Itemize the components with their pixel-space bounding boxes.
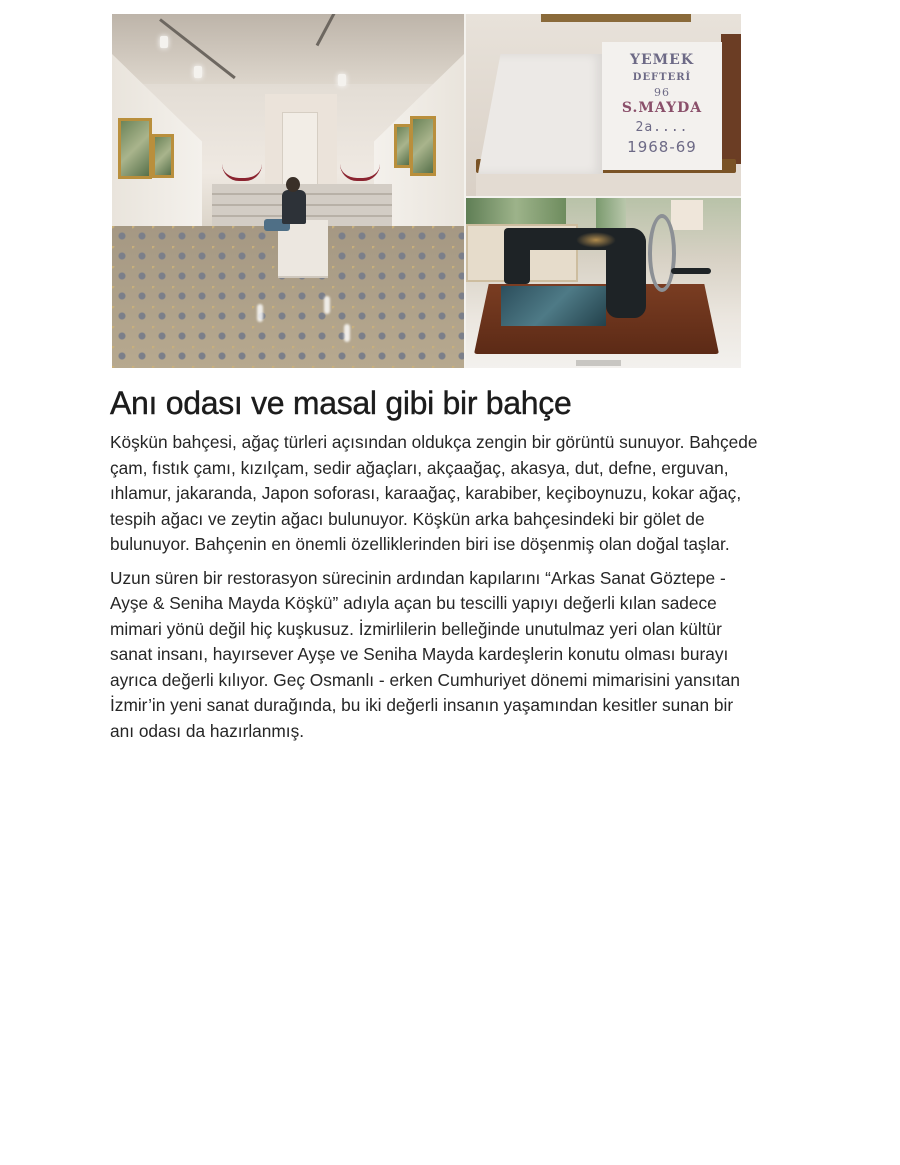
spotlight-icon (338, 74, 346, 86)
machine-head (504, 228, 530, 284)
sketch-drawing (671, 200, 703, 230)
book-title-line: 1968-69 (627, 138, 697, 156)
book-title-line: 2a.... (635, 120, 689, 135)
window (596, 198, 626, 232)
exhibit-label (576, 360, 621, 366)
paragraph-restoration: Uzun süren bir restorasyon sürecinin ardından kapılarını “Arkas Sanat Göztepe - Ayşe & Seniha Mayda Köşkü” adıyla açan bu tescilli yapıyı değerli kılan sadece mimari yönü değil hiç kuşkusuz. İzmirlilerin belleğinde unutulmaz yeri olan kültür sanat insanı, hayırsever Ayşe ve Seniha Mayda kardeşlerin konutu olması burayı ayrıca değerli kılıyor. Geç Osmanlı - erken Cumhuriyet dönemi mimarisini yansıtan İzmir’in yeni sanat durağında, bu iki değerli insanın yaşamından kesitler sunan bir anı odası da hazırlanmış. (110, 567, 741, 741)
photo-collage (112, 14, 741, 368)
machine-plate (501, 286, 606, 326)
book-title-line: YEMEK (629, 52, 694, 68)
hand-wheel (648, 214, 676, 292)
paragraph-garden: Köşkün bahçesi, ağaç türleri açısından oldukça zengin bir görüntü sunuyor. Bahçede çam, fıstık çamı, kızılçam, sedir ağaçları, akçaağaç, akasya, dut, defne, erguvan, ıhlamur, jakaranda, Japon soforası, karaağaç, karabiber, keçiboynuzu, kokar ağaç, tespih ağacı ve zeytin ağacı bulunuyor. Köşkün arka bahçesindeki bir gölet de bulunuyor. Bahçenin en önemli özelliklerinden biri ise döşenmiş olan doğal taşlar. (110, 432, 758, 554)
machine-pillar (606, 238, 646, 318)
handwritten-book-photo (466, 14, 741, 196)
floor-reflection (257, 304, 263, 322)
spotlight-icon (160, 36, 168, 48)
frame-edge (541, 14, 691, 22)
section-heading: Anı odası ve masal gibi bir bahçe (110, 385, 572, 421)
book-spine (721, 34, 741, 174)
book-title-line: S.MAYDA (621, 100, 703, 116)
gallery-hallway-photo (112, 14, 464, 368)
sewing-machine-photo (466, 198, 741, 368)
spotlight-icon (194, 66, 202, 78)
painting-frame (152, 134, 174, 178)
window (466, 198, 566, 224)
seated-person (282, 190, 306, 224)
crank-handle (671, 268, 711, 274)
barrier-rope (222, 164, 262, 181)
painting-frame (410, 116, 436, 176)
gold-decoration (576, 232, 616, 248)
person-head (286, 177, 300, 192)
left-page (478, 54, 603, 174)
book-title-line: 96 (654, 86, 670, 99)
book-title-line: DEFTERİ (632, 72, 692, 83)
article (110, 382, 760, 744)
floor-reflection (324, 296, 330, 314)
floor-reflection (344, 324, 350, 342)
painting-frame (118, 118, 152, 179)
